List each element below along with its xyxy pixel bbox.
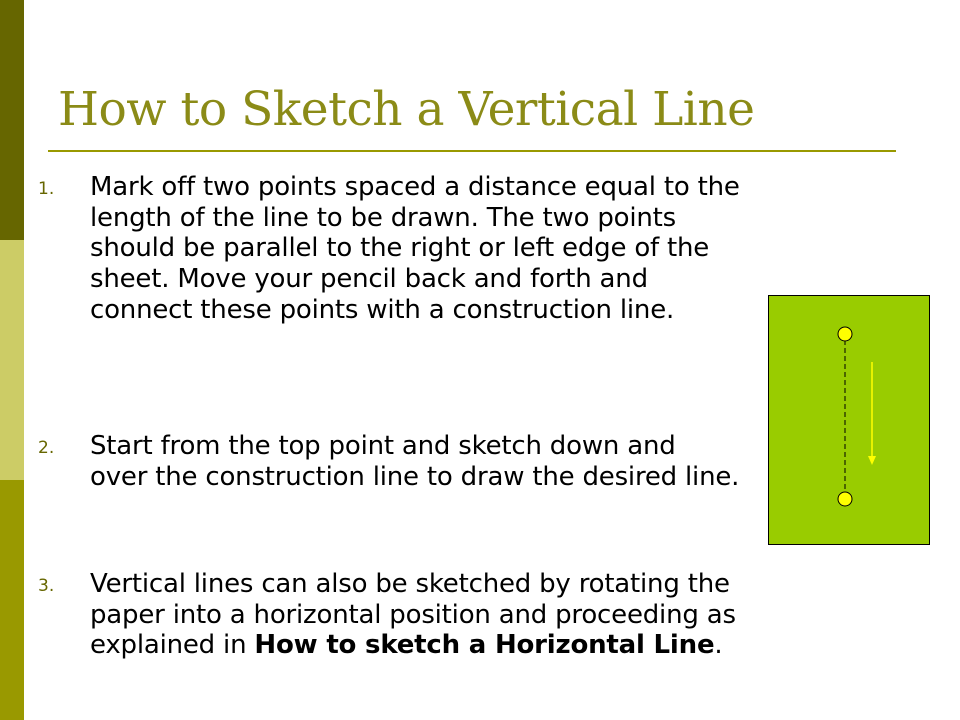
- step-text: [90, 569, 740, 661]
- step-number: 3.: [38, 576, 55, 596]
- vertical-line-diagram: [768, 295, 930, 545]
- step-number: 2.: [38, 438, 55, 458]
- step-text-end: .: [714, 630, 723, 661]
- step-text-start: Vertical lines can also be sketched by rotating the paper into a horizontal position and proceeding as explained in: [90, 569, 736, 661]
- sidebar-band-middle: [0, 240, 24, 480]
- sidebar-band-bottom: [0, 480, 24, 720]
- step-text: Start from the top point and sketch down and over the construction line to draw the desired line.: [90, 431, 740, 492]
- step-text-bold-reference: How to sketch a Horizontal Line: [254, 630, 715, 661]
- title-divider: [48, 150, 896, 152]
- sidebar-band-top: [0, 0, 24, 240]
- sidebar-decoration: [0, 0, 24, 720]
- bottom-point: [838, 492, 852, 506]
- slide-title: How to Sketch a Vertical Line: [58, 82, 755, 137]
- top-point: [838, 327, 852, 341]
- step-number: 1.: [38, 179, 55, 199]
- step-text: Mark off two points spaced a distance equal to the length of the line to be drawn. The two points should be parallel to the right or left edge of the sheet. Move your pencil back and forth and connect these points with a construction line.: [90, 172, 740, 325]
